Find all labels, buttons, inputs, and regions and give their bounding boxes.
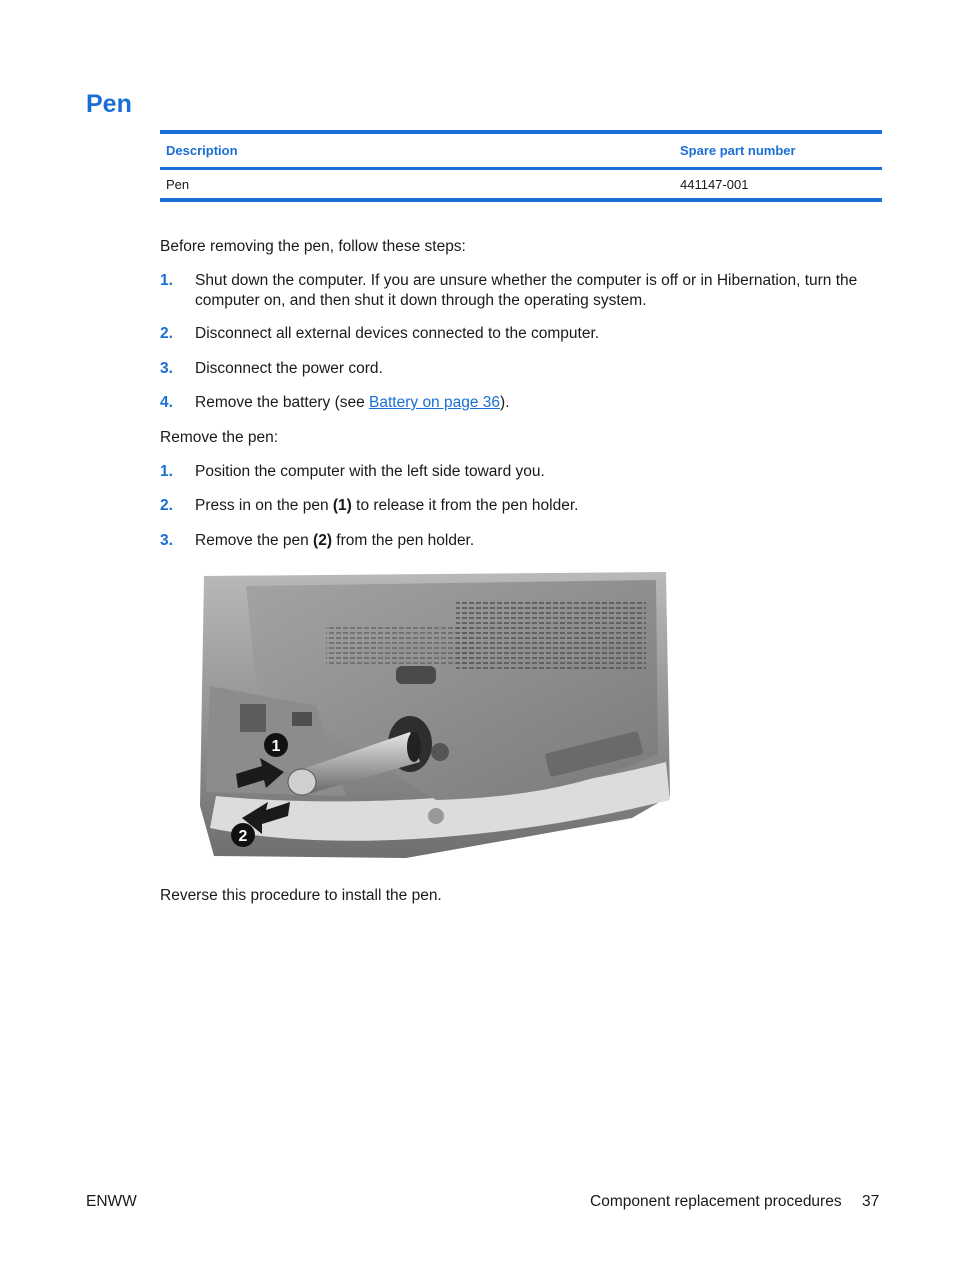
column-header-description: Description [160, 132, 674, 169]
page-title: Pen [86, 90, 132, 118]
step-text-pre: Remove the battery (see [195, 394, 370, 411]
footer-left: ENWW [86, 1193, 137, 1210]
svg-text:1: 1 [271, 738, 281, 755]
step-number: 4. [160, 394, 173, 411]
closing-text: Reverse this procedure to install the pen. [160, 887, 442, 904]
step-number: 2. [160, 325, 173, 342]
step-text [195, 531, 880, 551]
intro-text: Before removing the pen, follow these steps: [160, 238, 466, 255]
step-text: Disconnect the power cord. [195, 360, 383, 377]
step-text: Disconnect all external devices connected to the computer. [195, 325, 600, 342]
footer-section-title: Component replacement procedures [590, 1193, 842, 1210]
step-text-post: to release it from the pen holder. [351, 497, 579, 514]
step-text-pre: Press in on the pen [195, 497, 333, 514]
page-number: 37 [862, 1193, 880, 1210]
table-header-row [160, 132, 882, 169]
step-text-post: ). [500, 394, 510, 411]
svg-text:2: 2 [238, 828, 248, 845]
step-text: Position the computer with the left side toward you. [195, 463, 545, 480]
pen-removal-figure [196, 566, 672, 864]
step-number: 1. [160, 463, 173, 480]
step-text-post: from the pen holder. [332, 532, 475, 549]
callout-ref-1: (1) [332, 497, 352, 514]
callout-2-icon [231, 823, 255, 847]
cell-part-number: 441147-001 [674, 169, 882, 201]
step-text [195, 496, 880, 516]
step-number: 3. [160, 360, 173, 377]
step-text [195, 393, 880, 413]
step-text: Shut down the computer. If you are unsure whether the computer is off or in Hibernation, turn the computer on, and then shut it down through the operating system. [195, 272, 858, 309]
step-number: 3. [160, 532, 173, 549]
cell-description: Pen [160, 169, 674, 201]
callout-1-icon [264, 733, 288, 757]
step-text-pre: Remove the pen [195, 532, 314, 549]
battery-page-link[interactable]: Battery on page 36 [369, 394, 501, 411]
step-number: 2. [160, 497, 173, 514]
spare-parts-table [160, 130, 882, 202]
step-number: 1. [160, 272, 173, 289]
remove-intro-text: Remove the pen: [160, 429, 279, 446]
column-header-part-number: Spare part number [674, 132, 882, 169]
callout-ref-2: (2) [313, 532, 332, 549]
table-row [160, 169, 882, 201]
